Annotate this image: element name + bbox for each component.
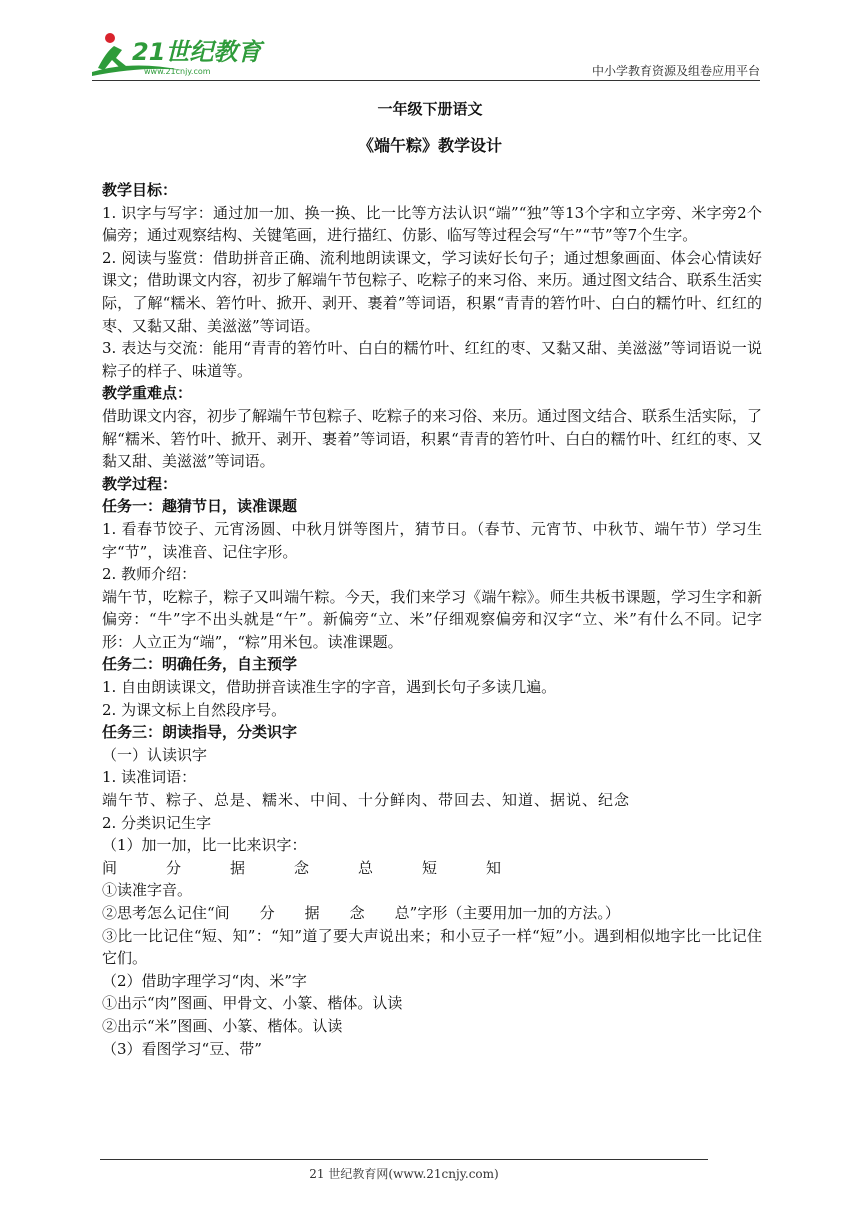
paragraph: ③比一比记住“短、知”：“知”道了要大声说出来；和小豆子一样“短”小。遇到相似地字比一比记住它们。 bbox=[102, 926, 762, 968]
paragraph: 借助课文内容，初步了解端午节包粽子、吃粽子的来习俗、来历。通过图文结合、联系生活实际，了解“糯米、箬竹叶、掀开、剥开、裹着”等词语，积累“青青的箬竹叶、白白的糯竹叶、红红的枣、又黏又甜、美滋滋”等词语。 bbox=[102, 406, 763, 471]
paragraph: （一）认读识字 bbox=[102, 745, 208, 764]
paragraph: （2）借助字理学习“肉、米”字 bbox=[102, 971, 307, 990]
header-platform-text: 中小学教育资源及组卷应用平台 bbox=[591, 64, 760, 78]
paragraph: 1. 自由朗读课文，借助拼音读准生字的字音，遇到长句子多读几遍。 bbox=[102, 678, 557, 697]
paragraph: 2. 为课文标上自然段序号。 bbox=[102, 700, 287, 719]
footer-text: 21 世纪教育网(www.21cnjy.com) bbox=[309, 1167, 499, 1181]
paragraph: ②出示“米”图画、小篆、楷体。认读 bbox=[102, 1016, 343, 1035]
page-header bbox=[92, 30, 760, 80]
character: 据 bbox=[230, 858, 246, 877]
paragraph: 1. 看春节饺子、元宵汤圆、中秋月饼等图片，猜节日。（春节、元宵节、中秋节、端午节）学习生字“节”，读准音、记住字形。 bbox=[102, 519, 762, 561]
logo-21cnjy bbox=[92, 30, 282, 78]
header-divider bbox=[92, 80, 760, 81]
character: 分 bbox=[166, 858, 182, 877]
task-heading: 任务三：朗读指导，分类识字 bbox=[102, 723, 298, 742]
lesson-title: 《端午粽》教学设计 bbox=[357, 136, 502, 155]
paragraph: 1. 识字与写字：通过加一加、换一换、比一比等方法认识“端”“独”等13个字和立字旁、米字旁2个偏旁；通过观察结构、关键笔画，进行描红、仿影、临写等过程会写“午”“节”等7个生字。 bbox=[102, 203, 762, 245]
svg-text:www.21cnjy.com: www.21cnjy.com bbox=[144, 67, 211, 76]
paragraph: （1）加一加，比一比来识字： bbox=[102, 836, 307, 855]
paragraph: ①读准字音。 bbox=[102, 881, 193, 900]
vocabulary-list: 端午节、粽子、总是、糯米、中间、十分鲜肉、带回去、知道、据说、纪念 bbox=[102, 791, 631, 810]
section-heading: 教学目标： bbox=[102, 181, 178, 199]
section-heading: 教学重难点： bbox=[102, 384, 193, 403]
task-heading: 任务一：趣猜节日，读准课题 bbox=[102, 497, 298, 516]
character: 间 bbox=[102, 858, 118, 877]
paragraph: 1. 读准词语： bbox=[102, 768, 197, 787]
section-heading: 教学过程： bbox=[102, 474, 178, 493]
paragraph: ①出示“肉”图画、甲骨文、小篆、楷体。认读 bbox=[102, 994, 403, 1013]
paragraph: 2. 分类识记生字 bbox=[102, 813, 212, 832]
footer-divider bbox=[100, 1159, 708, 1160]
document-body bbox=[102, 179, 762, 1060]
task-heading: 任务二：明确任务，自主预学 bbox=[102, 655, 298, 674]
paragraph: 3. 表达与交流：能用“青青的箬竹叶、白白的糯竹叶、红红的枣、又黏又甜、美滋滋”等词语说一说粽子的样子、味道等。 bbox=[102, 339, 762, 380]
character-list bbox=[102, 857, 762, 880]
paragraph: 2. 阅读与鉴赏：借助拼音正确、流利地朗读课文，学习读好长句子；通过想象画面、体会心情读好课文；借助课文内容，初步了解端午节包粽子、吃粽子的来习俗、来历。通过图文结合、联系生活实际，了解“糯米、箬竹叶、掀开、剥开、裹着”等词语，积累“青青的箬竹叶、白白的糯竹叶、红红的枣、又黏又甜、美滋滋”等词语。 bbox=[102, 248, 763, 335]
svg-text:21世纪教育: 21世纪教育 bbox=[132, 38, 262, 66]
character: 短 bbox=[422, 858, 438, 877]
character: 总 bbox=[358, 858, 374, 877]
paragraph: ②思考怎么记住“间 分 据 念 总”字形（主要用加一加的方法。） bbox=[102, 904, 620, 922]
paragraph: 2. 教师介绍： bbox=[102, 565, 197, 584]
character: 念 bbox=[294, 858, 310, 877]
paragraph: 端午节，吃粽子，粽子又叫端午粽。今天，我们来学习《端午粽》。师生共板书课题，学习生字和新偏旁：“牛”字不出头就是“午”。新偏旁“立、米”仔细观察偏旁和汉字“立、米”有什么不同。记字形：人立正为“端”，“粽”用米包。读准课题。 bbox=[102, 587, 762, 651]
paragraph: （3）看图学习“豆、带” bbox=[102, 1039, 262, 1058]
character: 知 bbox=[486, 858, 502, 877]
grade-title: 一年级下册语文 bbox=[377, 100, 483, 118]
